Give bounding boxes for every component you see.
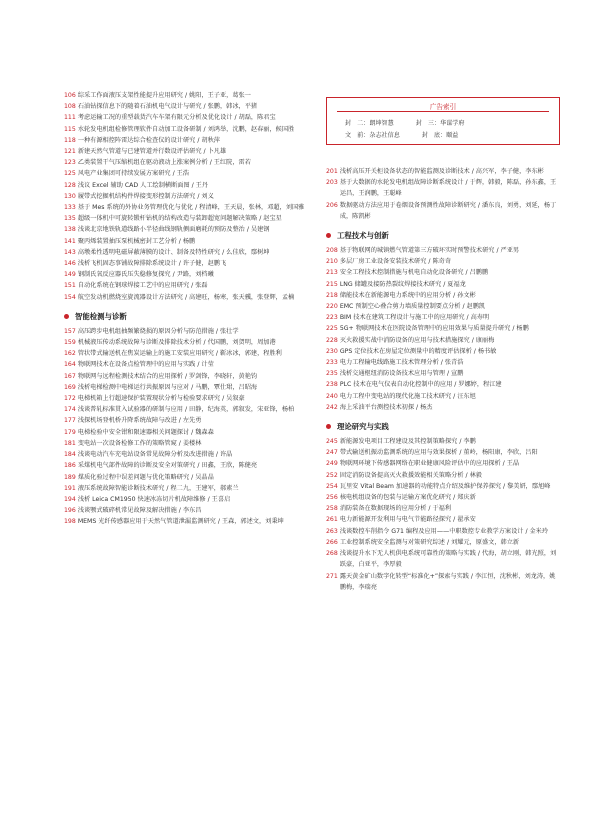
toc-entry <box>326 166 558 177</box>
article-title: 核电机组设备的包装与运输方案优化研究 / 郑庆新 <box>339 494 476 502</box>
page-number: 218 <box>326 291 338 299</box>
toc-entry <box>326 571 558 593</box>
toc-right-column <box>326 166 558 593</box>
article-title: 高压跨步电机组抽频繁烧损的原因分析与防范措施 / 张壮学 <box>77 327 239 335</box>
article-title: 变电站一次设备检修工作的策略管窥 / 姜楼林 <box>77 439 202 447</box>
toc-entry <box>64 516 310 527</box>
article-title: 浅谈数控车削指令 G71 编程及应用——中职数控专业教学方案设计 / 金米玲 <box>339 527 549 535</box>
section-title: 智能检测与诊断 <box>75 311 127 321</box>
toc-entry <box>326 267 558 278</box>
toc-entry <box>326 312 558 323</box>
toc-entry <box>326 279 558 290</box>
page-number: 258 <box>326 505 338 513</box>
page-number: 167 <box>64 372 76 380</box>
article-title: 浅析高压开关柜设备状态的智能监测及诊断技术 / 高兴军，李子健，李东彬 <box>339 168 544 175</box>
toc-entry <box>326 346 558 357</box>
page-number: 128 <box>64 181 76 189</box>
article-title: 消防装备在数据现场的应用分析 / 于福利 <box>339 505 452 513</box>
article-title: 综采工作面液压支架性能提升应用研究 / 姚阳，王子亚，葛张一 <box>77 92 251 99</box>
page-number: 254 <box>326 482 338 490</box>
article-title: 浅谈北京地铁轨道线路小半径曲线钢轨侧面磨耗的预防及整治 / 吴建钢 <box>77 226 270 234</box>
toc-entry <box>326 514 558 525</box>
toc-entry <box>64 280 310 291</box>
article-title: 石油钻探信息下的随着石油机电气设计与研究 / 张鹏，韩冰，平猪 <box>77 103 258 111</box>
section-heading <box>326 421 558 432</box>
page-number: 266 <box>326 538 338 546</box>
ad-index-row <box>345 130 551 139</box>
page-number: 179 <box>64 428 76 436</box>
toc-entry <box>64 135 310 146</box>
toc-entry <box>64 348 310 359</box>
article-title: 露天黄金矿山数字化转型“标准化+”探索与实践 / 李江恒，沈秋彬，刘龙涛，姚鹏梅，李瑞亮 <box>339 572 556 591</box>
article-title: 钢制氏氧反应器氏压失稳修复探究 / 尹路，刘档曦 <box>77 271 214 279</box>
page-number: 271 <box>326 572 338 580</box>
section-bullet-icon <box>326 233 331 238</box>
toc-entry <box>326 470 558 481</box>
toc-entry <box>326 323 558 334</box>
toc-entry <box>64 168 310 179</box>
toc-entry <box>64 449 310 460</box>
page-number: 233 <box>326 359 338 367</box>
toc-entry <box>64 269 310 280</box>
article-title: 风电产业集团可持续发展方案研究 / 王浩 <box>77 170 190 178</box>
toc-entry <box>64 505 310 516</box>
page-number: 228 <box>326 336 338 344</box>
page-number: 159 <box>64 339 76 347</box>
toc-entry <box>64 371 310 382</box>
toc-entry <box>64 472 310 483</box>
toc-entry <box>326 256 558 267</box>
article-title: 电力工程中变电站的现代化施工技术研究 / 汪东旭 <box>339 392 476 400</box>
page-number: 268 <box>326 550 338 558</box>
article-title: 固定消防设备提高灭火救援效能相关策略分析 / 林毅 <box>339 471 482 479</box>
toc-entry <box>326 379 558 390</box>
page-number: 225 <box>326 325 338 333</box>
article-title: 高墩柔性透明电磁屏蔽薄膜的设计、制备及特性研究 / 么佳欣，鄢树坤 <box>77 248 270 256</box>
toc-entry <box>64 483 310 494</box>
article-title: GPS 定位技术在房屋定位测量中的精度评估探析 / 杨书敏 <box>339 347 497 355</box>
toc-entry <box>64 359 310 370</box>
article-title: 浅析电梯检测中电梯运行共振原因与应对 / 马鹏，覃仕珺，吕昭海 <box>77 383 258 391</box>
page-number: 172 <box>64 395 76 403</box>
toc-entry <box>64 90 310 101</box>
page-number: 133 <box>64 204 76 212</box>
toc-entry <box>326 402 558 413</box>
article-title: 基于物联网的城镇燃气管道第三方破坏实时预警技术研究 / 严亚男 <box>339 247 520 255</box>
ad-index-item: 文 前：杂志社信息 <box>345 132 400 139</box>
article-title: 采煤机电气部件故障的诊断及安全对策研究 / 田鑫，王欣，陈健亮 <box>77 462 258 470</box>
page-number: 213 <box>326 269 338 277</box>
section-bullet-icon <box>326 424 331 429</box>
page-number: 189 <box>64 473 76 481</box>
page-number: 162 <box>64 350 76 358</box>
page-number: 247 <box>326 449 338 457</box>
article-title: 电梯检验中安全钳和限速器相关问题探讨 / 魏森森 <box>77 428 214 436</box>
toc-entry <box>64 157 310 168</box>
toc-entry <box>64 393 310 404</box>
article-title: 煤质化验过程中误差问题与优化策略研究 / 吴晶晶 <box>77 473 214 481</box>
toc-entry <box>326 368 558 379</box>
article-title: LNG 储罐及接防热裂纹焊接技术研究 / 夏福龙 <box>339 280 466 288</box>
page-number: 111 <box>64 114 76 122</box>
page-number: 115 <box>64 125 76 133</box>
article-title: 多层厂房工业设备安装技术研究 / 陈奇奇 <box>339 258 452 266</box>
page-number: 154 <box>64 293 76 301</box>
page-number: 196 <box>64 507 76 515</box>
section-title: 理论研究与实践 <box>337 422 389 432</box>
toc-entry <box>326 481 558 492</box>
article-title: 数据驱动方法应用于卷烟设备预测性故障诊断研究 / 潘东良，刘勇，刘延，杨丁成，陈凯彬 <box>339 201 557 220</box>
page-number: 121 <box>64 148 76 156</box>
article-title: 浅析飞机固态事铺故障排除系统设计 / 许子健，赵鹏飞 <box>77 260 227 268</box>
ad-index-item: 封 三：华谋学府 <box>415 120 465 127</box>
page-number: 191 <box>64 484 76 492</box>
article-title: 履带式挖掘机结构件焊接变形控制方法研究 / 刘义 <box>77 192 214 200</box>
page-number: 135 <box>64 215 76 223</box>
toc-entry <box>326 503 558 514</box>
page-number: 169 <box>64 383 76 391</box>
page-number: 235 <box>326 370 338 378</box>
toc-entry <box>326 177 558 199</box>
article-title: 物联网环境下传感器网络在职业健康风险评估中的应用探析 / 王晶 <box>339 460 520 468</box>
toc-entry <box>326 301 558 312</box>
toc-entry <box>64 191 310 202</box>
page-number: 230 <box>326 347 338 355</box>
section-heading <box>326 230 558 241</box>
toc-entry <box>64 224 310 235</box>
article-title: 自动化系统在钢球焊接工艺中的应用研究 / 张磊 <box>77 282 208 290</box>
toc-entry <box>326 357 558 368</box>
section-heading <box>64 311 310 322</box>
page-number: 215 <box>326 280 338 288</box>
article-title: 电梯机箱上行超速保护装置现状分析与检验要求研究 / 吴叙豪 <box>77 395 245 403</box>
article-title: 水轮发电机组检修管理软件自动加工设备研制 / 刘鸿举，沈鹏，赵春丽，候国胜 <box>77 125 295 133</box>
page-number: 186 <box>64 462 76 470</box>
page-number: 261 <box>326 516 338 524</box>
article-title: MEMS 光纤传感器应用于天然气管道泄漏监测研究 / 王森，郭述文，刘秉坤 <box>77 518 284 526</box>
article-title: 浅析 Leica CM1950 快速冰冻切片机故障维修 / 王喜启 <box>77 495 231 503</box>
article-title: 电力新能源开发利用与电气节能路径探究 / 翟承安 <box>339 516 476 524</box>
toc-entry <box>64 427 310 438</box>
toc-entry <box>326 335 558 346</box>
article-title: EMC 预制空心叠合剪力墙质量控制要点分析 / 赵鹏凯 <box>339 303 486 311</box>
toc-entry <box>64 292 310 303</box>
toc-entry <box>326 526 558 537</box>
page-number: 108 <box>64 103 76 111</box>
page-number: 256 <box>326 494 338 502</box>
toc-entry <box>326 391 558 402</box>
page-number: 208 <box>326 247 338 255</box>
page-number: 181 <box>64 439 76 447</box>
page-number: 210 <box>326 258 338 266</box>
article-title: 新能源发电项目工程建设及其控制策略探究 / 李鹏 <box>339 438 476 446</box>
toc-left-column <box>64 90 310 528</box>
page-number: 184 <box>64 451 76 459</box>
page-number: 220 <box>326 303 338 311</box>
article-title: 浅探机场登机桥升降系统故障与改进 / 左先勇 <box>77 417 202 425</box>
toc-entry <box>326 458 558 469</box>
article-title: 物联网技术在设备点检管理中的应用与实践 / 计莹 <box>77 361 214 369</box>
page-number: 238 <box>326 381 338 389</box>
ad-index-divider <box>337 111 549 112</box>
article-title: 工业控制系统安全监测与对策研究综述 / 刘耀元，原盛文，韩立新 <box>339 538 520 546</box>
page-number: 174 <box>64 406 76 414</box>
page-number: 206 <box>326 201 338 209</box>
page-number: 242 <box>326 403 338 411</box>
article-title: 基于 Mes 系统的外协业务管理优化与优化 / 程清峰，王天晨，张林，邓超，刘国雅 <box>77 204 305 212</box>
toc-entry <box>326 245 558 256</box>
toc-entry <box>64 460 310 471</box>
page-number: 252 <box>326 471 338 479</box>
article-title: 带式输送机振动监测系统的应用与效果探析 / 董岭，杨阳康，李欣，吕阳 <box>339 449 538 457</box>
article-title: 航空发动机燃烧室旋流器设计方法研究 / 高建旺，杨寒，张天骥，张登辉，孟楠 <box>77 293 295 301</box>
article-title: 聚丙烯装置抽压泵机械密封工艺分析 / 杨鹏 <box>77 237 196 245</box>
toc-entry <box>64 494 310 505</box>
article-title: 新建天然气管道与已建管道并行数设评估研究 / 卜凡雄 <box>77 148 227 156</box>
article-title: 管状带式输送机在焦炭运输上的施工安装应用研究 / 靳冰冰，郭建，程胜利 <box>77 350 282 358</box>
page-number: 130 <box>64 192 76 200</box>
page-number: 123 <box>64 159 76 167</box>
page-number: 203 <box>326 179 338 187</box>
toc-entry <box>64 326 310 337</box>
toc-entry <box>64 101 310 112</box>
article-title: 浅谈提升水下无人机供电系统可靠性的策略与实践 / 代海，胡立刚，韩光照，刘跃豪，白亚平，李厚毅 <box>339 550 557 569</box>
page-number: 223 <box>326 314 338 322</box>
article-title: 瓦里安 Vital Beam 加速器的功能特点介绍及维护保养探究 / 黎美妍，鄢旭峰 <box>339 482 551 490</box>
article-title: 浅析交通枢纽消防设备技术应用与管理 / 宣鹏 <box>339 370 464 378</box>
page-number: 157 <box>64 327 76 335</box>
page-number: 198 <box>64 518 76 526</box>
article-title: 灭火救援实战中消防设备的应用与技术措施探究 / 康丽梅 <box>339 336 495 344</box>
page-number: 249 <box>326 460 338 468</box>
ad-index-item: 封 二：朗坤智慧 <box>345 120 394 127</box>
toc-entry <box>64 337 310 348</box>
page-number: 164 <box>64 361 76 369</box>
article-title: 储能技术在新能源电力系统中的应用分析 / 孙文彬 <box>339 291 476 299</box>
page-number: 263 <box>326 527 338 535</box>
article-title: 浅谈颚式破碎机常见故障及解决措施 / 李东昌 <box>77 507 202 515</box>
article-title: 电力工程输电线路施工技术管理分析 / 张青浩 <box>339 359 464 367</box>
page-number: 201 <box>326 168 338 175</box>
toc-entry <box>64 258 310 269</box>
page-number: 143 <box>64 248 76 256</box>
page-number: 125 <box>64 170 76 178</box>
toc-entry <box>326 492 558 503</box>
ad-index-title: 广告索引 <box>429 103 457 111</box>
toc-entry <box>64 180 310 191</box>
section-title: 工程技术与创新 <box>337 231 389 241</box>
ad-index-box <box>326 97 560 145</box>
toc-entry <box>64 247 310 258</box>
toc-entry <box>64 146 310 157</box>
page-number: 245 <box>326 438 338 446</box>
article-title: 基于大数据的水轮发电机组故障诊断系统设计 / 于辉，韩毅，陈磊，孙东鑫，王运昌，王润鹏，王聪峰 <box>339 179 557 198</box>
article-title: 一种有源相控阵雷达综合检查仪的设计研究 / 胡秋萍 <box>77 136 220 144</box>
page-number: 194 <box>64 495 76 503</box>
article-title: 浅谈电动汽车充电站设备常见故障分析及改进措施 / 许晶 <box>77 451 233 459</box>
article-title: 乙类装置干气压缩机组在驱动液动上涨案例分析 / 王红院，雷若 <box>77 159 251 167</box>
article-title: 液压系统故障智能诊断技术研究 / 程二九，王建军，郝素兰 <box>77 484 239 492</box>
toc-entry <box>326 537 558 548</box>
ad-index-item: 封 底：颐益 <box>421 132 459 139</box>
toc-entry <box>326 447 558 458</box>
section-bullet-icon <box>64 314 69 319</box>
page-number: 141 <box>64 237 76 245</box>
toc-entry <box>64 438 310 449</box>
article-title: PLC 技术在电气仪表自动化控制中的应用 / 罗娜婷，程江建 <box>339 381 502 389</box>
article-title: 安全工程技术控制措施与机电自动化设备研究 / 吕鹏鹏 <box>339 269 489 277</box>
toc-entry <box>326 436 558 447</box>
page-number: 118 <box>64 136 76 144</box>
article-title: 考虑运输工况的重型载货汽车车架有限元分析及优化设计 / 胡磊，陈君宝 <box>77 114 276 122</box>
page-number: 177 <box>64 417 76 425</box>
article-title: 海上采油平台测控技术初探 / 杨杰 <box>339 403 433 411</box>
article-title: 超级一体机中可旋转锻杆钻机的结构改造与装卸超宽问题解决策略 / 赵宝星 <box>77 215 282 223</box>
article-title: BIM 技术在建筑工程设计与施工中的应用研究 / 高寿明 <box>339 314 490 322</box>
page-number: 240 <box>326 392 338 400</box>
article-title: 物联网与远程检测技术结合的应用探析 / 罗剑锋，李晓轩，黄艳钧 <box>77 372 258 380</box>
toc-entry <box>64 213 310 224</box>
page-number: 138 <box>64 226 76 234</box>
page-number: 146 <box>64 260 76 268</box>
toc-entry <box>326 548 558 570</box>
article-title: 浅议 Excel 辅助 CAD 人工绘制横断面图 / 王丹 <box>77 181 209 189</box>
toc-entry <box>326 200 558 222</box>
page-number: 106 <box>64 92 76 99</box>
toc-entry <box>64 202 310 213</box>
toc-entry <box>64 382 310 393</box>
article-title: 机械液压传动系统故障与诊断及排除技术分析 / 代国鹏，刘贺明，周加港 <box>77 339 276 347</box>
toc-entry <box>64 112 310 123</box>
page-number: 151 <box>64 282 76 290</box>
article-title: 5G+ 物联网技术在医院设备管理中的应用效果与质量提升研究 / 杨鹏 <box>339 325 529 333</box>
toc-entry <box>326 290 558 301</box>
toc-entry <box>64 415 310 426</box>
toc-entry <box>64 124 310 135</box>
toc-entry <box>64 404 310 415</box>
ad-index-row <box>345 118 551 127</box>
page-number: 149 <box>64 271 76 279</box>
toc-entry <box>64 236 310 247</box>
article-title: 浅谈普轧标准贯入试验器的研制与应用 / 田静，纪海英，郭叙发，宋亚锋，杨柏 <box>77 406 295 414</box>
